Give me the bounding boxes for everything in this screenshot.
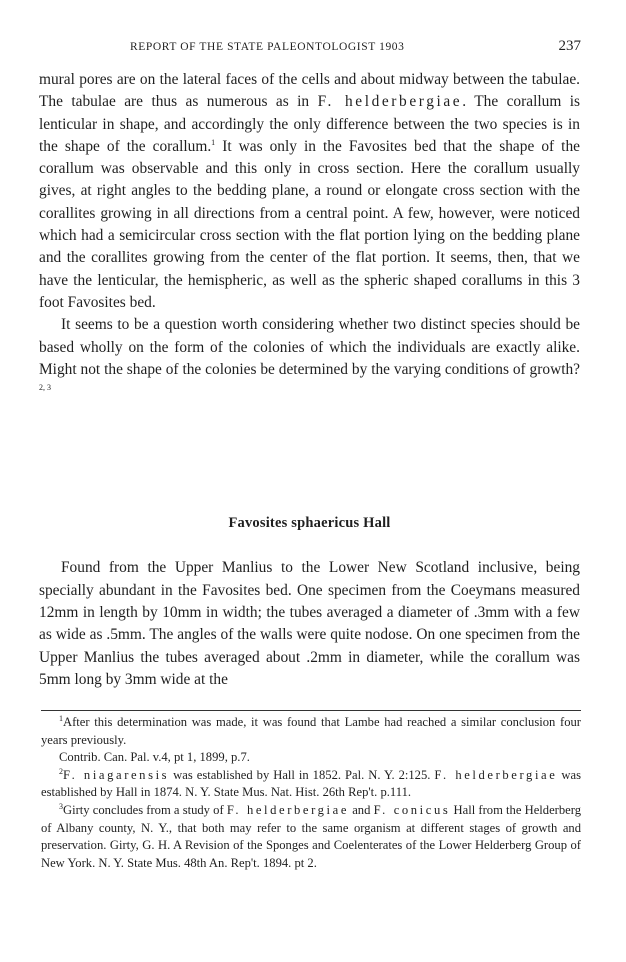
running-header <box>120 38 581 58</box>
section-heading: Favosites sphaericus Hall <box>228 515 391 531</box>
footnote-1-reference: Contrib. Can. Pal. v.4, pt 1, 1899, p.7. <box>59 750 250 765</box>
paragraph-question: It seems to be a question worth considering whether two distinct species should be based wholly on the form of the colonies of which the individuals are exactly alike. Might not the shape of the colonies be determined by the varying conditions of growth?$^{2, 3}$ <box>39 316 580 393</box>
paragraph-continued: mural pores are on the lateral faces of the cells and about midway between the tabulae. The tabulae are thus as numerous as in F. helderbergiae. The corallum is lenticular in shape, and accordingly the only difference between the two species is in the shape of the corallum.$^1$ It was only in the Favosites bed that the shape of the corallum was observable and this only in cross section. Here the corallum usually gives, at right angles to the bedding plane, a round or elongate cross section with the corallites growing in all directions from a central point. A few, however, were noticed which had a semicircular cross section with the flat portion lying on the bedding plane and the corallites growing from the center of the flat portion. It seems, then, that we have the lenticular, the hemispheric, as well as the spheric shaped corallums in this 3 foot Favosites bed. <box>39 71 580 311</box>
species-name: F. helderbergiae <box>226 802 350 817</box>
species-name: F. conicus <box>373 802 451 817</box>
footnote-ref: 2, 3 <box>39 383 51 393</box>
body-text-bottom <box>39 542 580 707</box>
footnote-2: $^2$F. niagarensis was established by Hall in 1852. Pal. N. Y. 2:125. F. helderbergiae was established by Hall in 1874. N. Y. State Mus. Nat. Hist. 26th Rep't. p.111. <box>41 766 582 800</box>
body-text-top <box>39 69 580 403</box>
page-number: 237 <box>558 38 581 54</box>
footnote-3: $^3$Girty concludes from a study of F. helderbergiae and F. conicus Hall from the Helderberg of Albany county, N. Y., that both may refer to the same organism at different stages of growth and preservation. Girty, G. H. A Revision of the Sponges and Coelenterates of the Lower Helderberg Group of New York. N. Y. State Mus. 48th An. Rep't. 1894. pt 2. <box>41 801 582 870</box>
footnote-ref: 1 <box>211 137 216 147</box>
footnotes <box>41 714 581 872</box>
footnote-divider <box>41 710 581 711</box>
species-name: F. niagarensis <box>63 767 170 782</box>
footnote-1: $^1$After this determination was made, it was found that Lambe had reached a similar conclusion four years previously. <box>41 713 581 747</box>
species-name: F. helderbergiae <box>434 767 558 782</box>
species-name: F. helderbergiae <box>317 93 463 111</box>
paragraph-sphaericus: Found from the Upper Manlius to the Lower New Scotland inclusive, being specially abundant in the Favosites bed. One specimen from the Coeymans measured 12mm in length by 10mm in width; the tubes averaged a diameter of .3mm with a few as wide as .5mm. The angles of the walls were quite nodose. On one specimen from the Upper Manlius the tubes averaged about .2mm in diameter, while the corallum was 5mm long by 3mm wide at the <box>39 559 580 688</box>
header-title: REPORT OF THE STATE PALEONTOLOGIST 1903 <box>130 41 405 53</box>
